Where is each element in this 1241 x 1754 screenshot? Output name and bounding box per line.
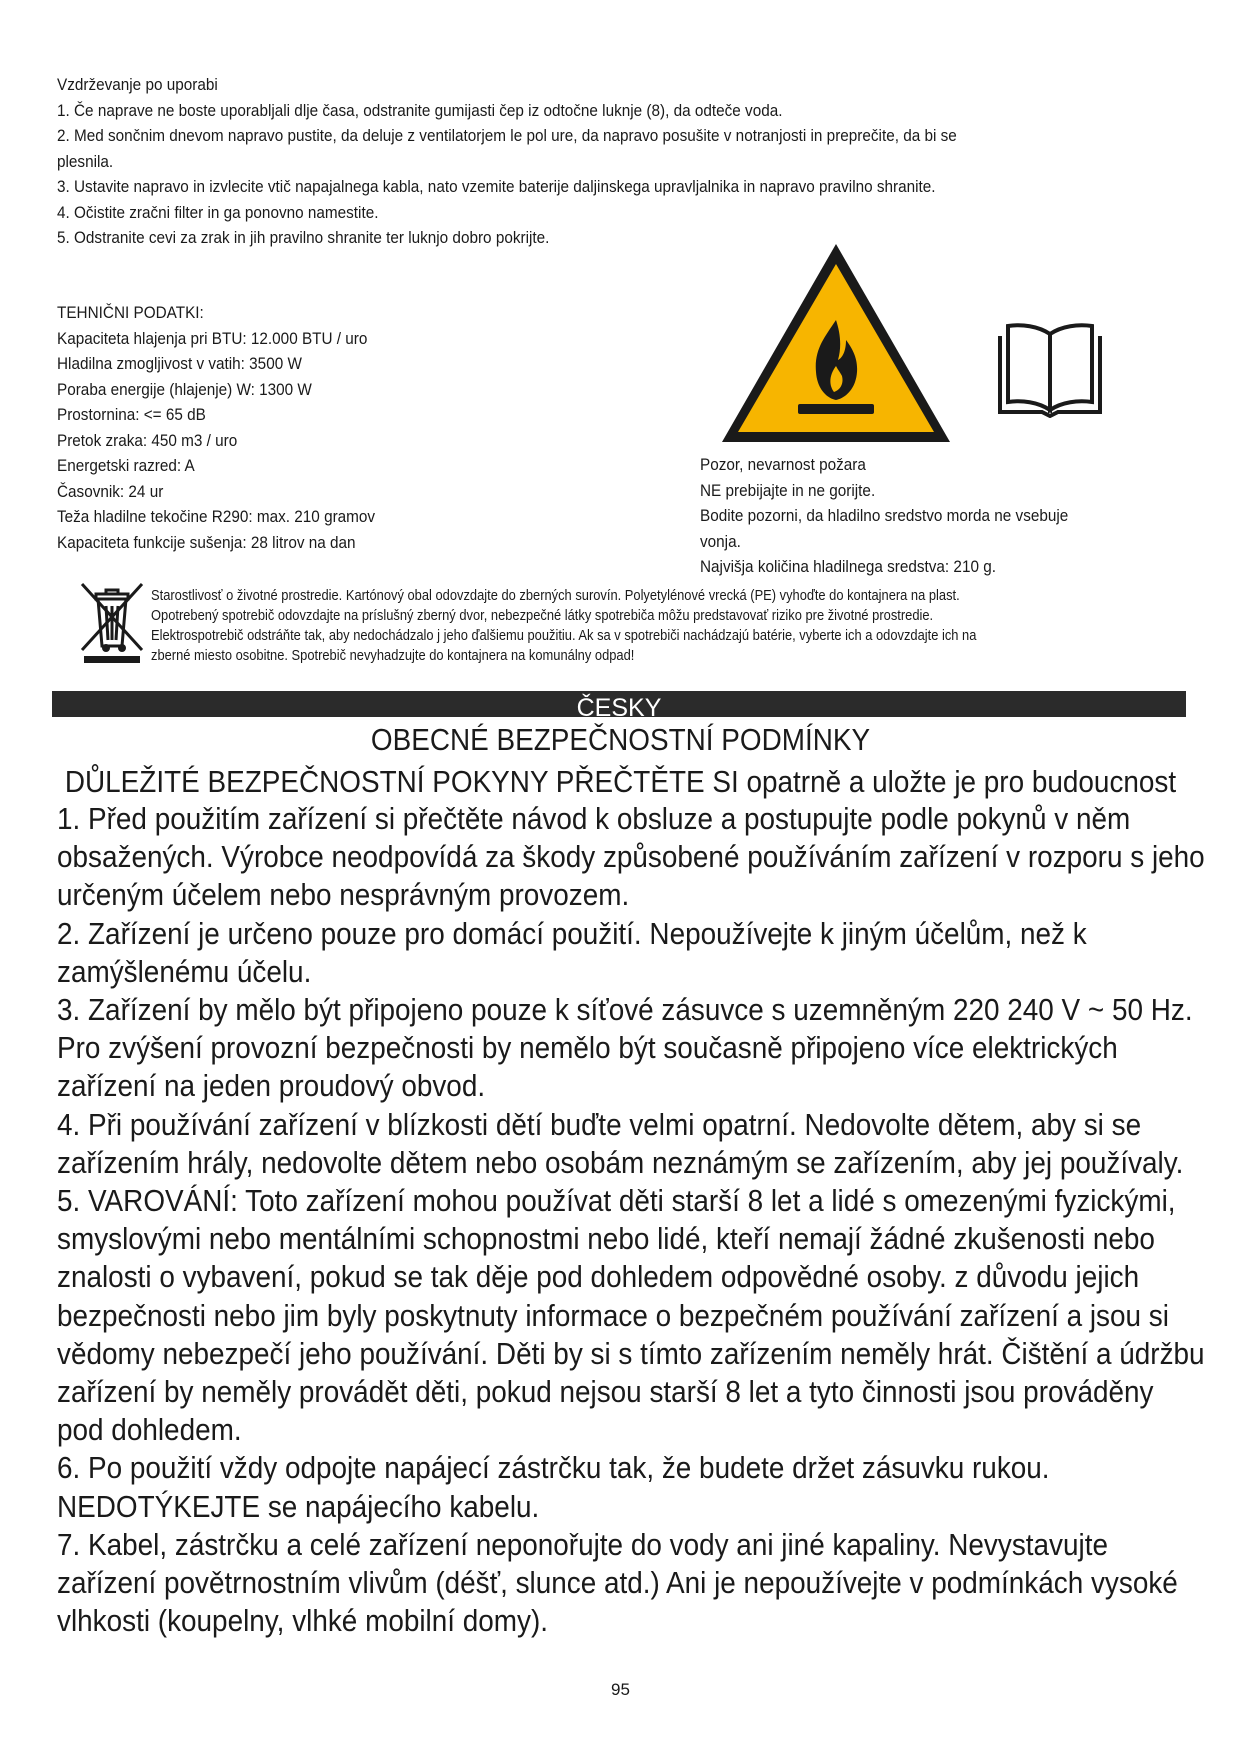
maintenance-line: 1. Če naprave ne boste uporabljali dlje časa, odstranite gumijasti čep iz odtočne luknje (8), da odteče voda.	[57, 100, 783, 120]
instruction-line: 1. Před použitím zařízení si přečtěte návod k obsluze a postupujte podle pokynů v něm	[57, 801, 1131, 836]
fire-warning-icon	[716, 238, 956, 448]
environment-text	[151, 586, 1166, 666]
warning-line: Pozor, nevarnost požara	[700, 455, 866, 474]
instruction-line: 6. Po použití vždy odpojte napájecí zástrčku tak, že budete držet zásuvku rukou.	[57, 1450, 1050, 1486]
tech-line: Kapaciteta funkcije sušenja: 28 litrov na dan	[57, 532, 356, 552]
tech-title: TEHNIČNI PODATKI:	[57, 303, 204, 322]
fire-warning-text	[700, 452, 1168, 580]
instruction-line: pod dohledem.	[57, 1412, 242, 1448]
maintenance-line: 2. Med sončnim dnevom napravo pustite, da deluje z ventilatorjem le pol ure, da napravo posušite v notranjosti in preprečite, da bi se	[57, 126, 957, 145]
language-bar	[52, 691, 1186, 722]
warning-line: Bodite pozorni, da hladilno sredstvo morda ne vsebuje	[700, 506, 1069, 525]
instruction-line: bezpečnosti nebo jim byly poskytnuty informace o bezpečném používání zařízení a jsou si	[57, 1297, 1169, 1333]
maintenance-line: plesnila.	[57, 151, 114, 171]
tech-line: Hladilna zmogljivost v vatih: 3500 W	[57, 354, 302, 373]
language-label: ČESKY	[576, 694, 662, 722]
instruction-line: 2. Zařízení je určeno pouze pro domácí použití. Nepoužívejte k jiným účelům, než k	[57, 915, 1087, 951]
instruction-line: 4. Při používání zařízení v blízkosti dětí buďte velmi opatrní. Nedovolte dětem, aby si se	[57, 1106, 1142, 1142]
eco-line: Opotrebený spotrebič odovzdajte na príslušný zberný dvor, nebezpečné látky spotrebiča môžu predstavovať riziko pre životné prostredie.	[151, 607, 934, 624]
crossed-bin-icon	[76, 580, 148, 666]
tech-line: Pretok zraka: 450 m3 / uro	[57, 430, 238, 450]
eco-line: Starostlivosť o životné prostredie. Kartónový obal odovzdajte do zberných surovín. Polyetylénové vrecká (PE) vyhoďte do kontajnera na plast.	[151, 587, 960, 604]
tech-line: Poraba energije (hlajenje) W: 1300 W	[57, 379, 312, 399]
eco-line: zberné miesto osobitne. Spotrebič nevyhadzujte do kontajnera na komunálny odpad!	[151, 647, 635, 664]
environment-notice	[76, 580, 1196, 670]
maintenance-line: 4. Očistite zračni filter in ga ponovno namestite.	[57, 202, 379, 222]
instruction-line: zamýšlenému účelu.	[57, 953, 312, 989]
instruction-line: 7. Kabel, zástrčku a celé zařízení neponořujte do vody ani jiné kapaliny. Nevystavujte	[57, 1526, 1108, 1562]
tech-line: Energetski razred: A	[57, 456, 195, 475]
maintenance-section	[57, 72, 1119, 251]
instruction-line: obsažených. Výrobce neodpovídá za škody způsobené používáním zařízení v rozporu s jeho	[57, 839, 1205, 875]
technical-data-section	[57, 300, 561, 555]
tech-line: Kapaciteta hlajenja pri BTU: 12.000 BTU / uro	[57, 328, 368, 348]
instruction-line: 3. Zařízení by mělo být připojeno pouze k síťové zásuvce s uzemněným 220 240 V ~ 50 Hz.	[57, 992, 1193, 1028]
safety-instructions	[57, 800, 1205, 1640]
section-heading: OBECNÉ BEZPEČNOSTNÍ PODMÍNKY	[370, 722, 871, 757]
page-number: 95	[611, 1680, 630, 1699]
maintenance-line: 3. Ustavite napravo in izvlecite vtič napajalnega kabla, nato vzemite baterije daljinskega upravljalnika in napravo pravilno shranite.	[57, 177, 936, 196]
instruction-line: znalosti o vybavení, pokud se tak děje pod dohledem odpovědné osoby. z důvodu jejich	[57, 1259, 1140, 1295]
instruction-line: zařízením hrály, nedovolte dětem nebo osobám neznámým se zařízením, aby jej používaly.	[57, 1144, 1184, 1180]
warning-line: NE prebijajte in ne gorijte.	[700, 480, 876, 500]
instruction-line: zařízení povětrnostním vlivům (déšť, slunce atd.) Ani je nepoužívejte v podmínkách vysoké	[57, 1565, 1178, 1601]
instruction-line: zařízení na jeden proudový obvod.	[57, 1068, 486, 1104]
section-subheading: DŮLEŽITÉ BEZPEČNOSTNÍ POKYNY PŘEČTĚTE SI opatrně a uložte je pro budoucnost	[64, 764, 1177, 799]
tech-line: Teža hladilne tekočine R290: max. 210 gramov	[57, 507, 376, 526]
tech-line: Prostornina: <= 65 dB	[57, 405, 206, 424]
maintenance-line: 5. Odstranite cevi za zrak in jih pravilno shranite ter luknjo dobro pokrijte.	[57, 228, 550, 247]
maintenance-title: Vzdrževanje po uporabi	[57, 75, 218, 94]
instruction-line: 5. VAROVÁNÍ: Toto zařízení mohou používat děti starší 8 let a lidé s omezenými fyzickými,	[57, 1183, 1176, 1219]
instruction-line: určeným účelem nebo nesprávným provozem.	[57, 877, 630, 913]
read-manual-icon	[992, 320, 1108, 418]
warning-line: vonja.	[700, 531, 741, 551]
tech-line: Časovnik: 24 ur	[57, 481, 164, 501]
warning-line: Najvišja količina hladilnega sredstva: 210 g.	[700, 557, 996, 576]
instruction-line: smyslovými nebo mentálními schopnostmi nebo lidé, kteří nemají žádné zkušenosti nebo	[57, 1221, 1155, 1257]
instruction-line: Pro zvýšení provozní bezpečnosti by nemělo být současně připojeno více elektrických	[57, 1030, 1118, 1066]
eco-line: Elektrospotrebič odstráňte tak, aby nedochádzalo j jeho ďalšiemu použitiu. Ak sa v spotrebiči nachádzajú batérie, vyberte ich a odovzdajte ich na	[151, 627, 977, 644]
instruction-line: vědomy nebezpečí jeho používání. Děti by si s tímto zařízením neměly hrát. Čištění a údržbu	[57, 1335, 1205, 1371]
instruction-line: NEDOTÝKEJTE se napájecího kabelu.	[57, 1488, 540, 1524]
instruction-line: vlhkosti (koupelny, vlhké mobilní domy).	[57, 1603, 549, 1639]
instruction-line: zařízení by neměly provádět děti, pokud nejsou starší 8 let a tyto činnosti jsou prováděny	[57, 1374, 1154, 1410]
